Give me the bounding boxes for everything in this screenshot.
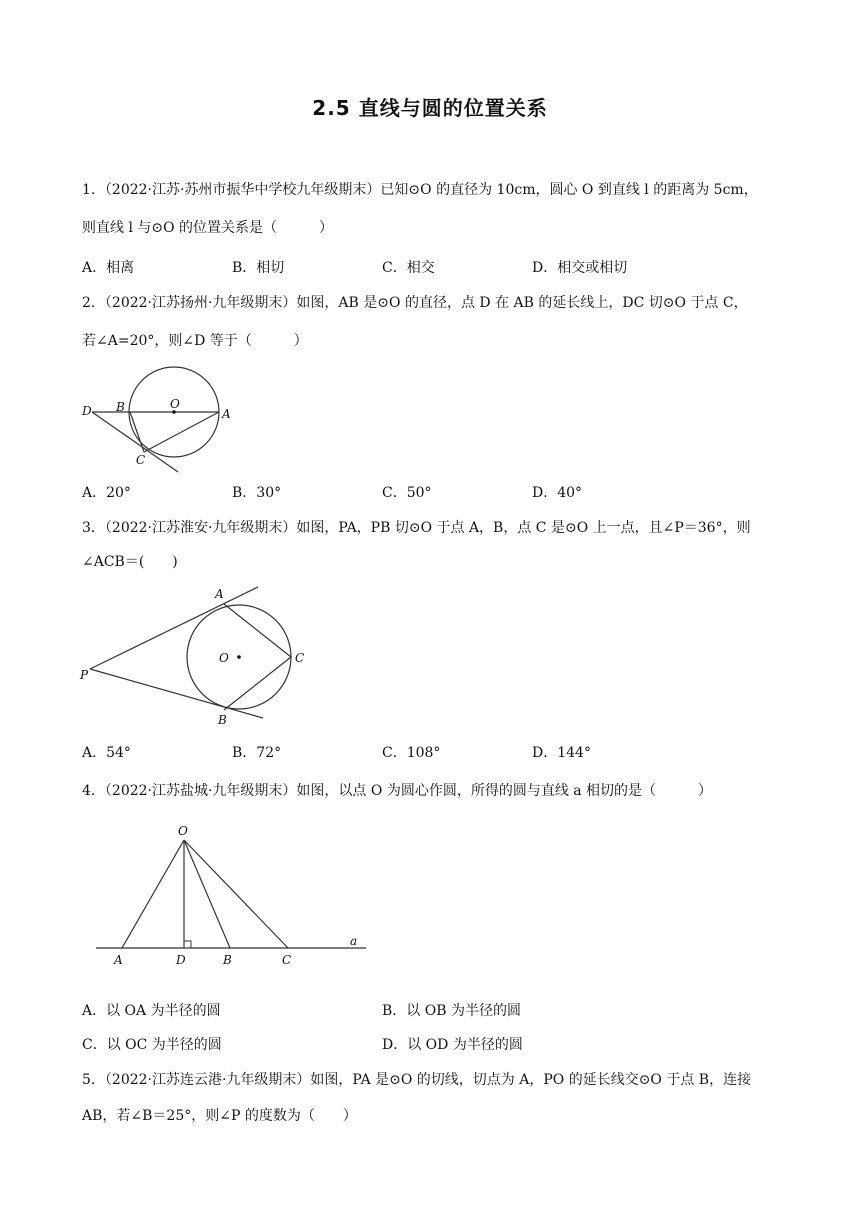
question-1-option-a: A．相离: [82, 260, 135, 276]
question-2-option-c: C．50°: [382, 485, 432, 501]
question-2-text-line-1: 2．（2022·江苏扬州·九年级期末）如图，AB 是⊙O 的直径，点 D 在 AB 的延长线上，DC 切⊙O 于点 C，: [82, 295, 748, 311]
question-3-option-a: A．54°: [82, 745, 131, 761]
question-3-option-d: D．144°: [532, 745, 591, 761]
question-4-text-line-1: 4．（2022·江苏盐城·九年级期末）如图，以点 O 为圆心作圆，所得的圆与直线 a 相切的是（ ）: [82, 783, 713, 799]
question-4-label-b: B: [223, 953, 232, 967]
question-5-text-line-2: AB，若∠B＝25°，则∠P 的度数为（ ）: [82, 1108, 357, 1124]
question-3-label-p: P: [80, 668, 89, 682]
question-1-option-b: B．相切: [232, 260, 285, 276]
question-4-figure: [90, 818, 370, 970]
page-title: 2.5 直线与圆的位置关系: [312, 96, 548, 120]
question-2-figure: [78, 360, 238, 480]
question-3-option-b: B．72°: [232, 745, 282, 761]
question-3-text-line-1: 3．（2022·江苏淮安·九年级期末）如图，PA，PB 切⊙O 于点 A，B，点 C 是⊙O 上一点，且∠P＝36°，则: [82, 520, 751, 536]
question-4-option-d: D．以 OD 为半径的圆: [382, 1037, 523, 1053]
question-4-label-o: O: [178, 824, 188, 838]
question-4-option-b: B．以 OB 为半径的圆: [382, 1003, 521, 1019]
question-2-option-b: B．30°: [232, 485, 282, 501]
question-4-option-c: C．以 OC 为半径的圆: [82, 1037, 222, 1053]
question-4-label-a-line: a: [350, 934, 358, 948]
question-4-label-c: C: [282, 953, 292, 967]
question-2-label-d: D: [82, 404, 92, 418]
question-2-label-c: C: [136, 453, 146, 467]
question-3-label-o: O: [219, 651, 229, 665]
question-2-label-a: A: [222, 407, 231, 421]
question-4-option-a: A．以 OA 为半径的圆: [82, 1003, 221, 1019]
question-1-text-line-1: 1．（2022·江苏·苏州市振华中学校九年级期末）已知⊙O 的直径为 10cm，圆心 O 到直线 l 的距离为 5cm，: [82, 182, 758, 198]
question-3-option-c: C．108°: [382, 745, 441, 761]
question-3-figure: [76, 582, 305, 732]
question-3-label-a: A: [215, 587, 224, 601]
question-2-option-d: D．40°: [532, 485, 583, 501]
question-3-text-line-2: ∠ACB＝( ): [82, 554, 178, 570]
question-2-option-a: A．20°: [82, 485, 131, 501]
question-5-text-line-1: 5．（2022·江苏连云港·九年级期末）如图，PA 是⊙O 的切线，切点为 A，PO 的延长线交⊙O 于点 B，连接: [82, 1072, 752, 1088]
question-3-label-b: B: [218, 713, 227, 727]
question-1-option-d: D．相交或相切: [532, 260, 628, 276]
question-2-label-o: O: [170, 397, 180, 411]
question-1-text-line-2: 则直线 l 与⊙O 的位置关系是（ ）: [82, 220, 334, 236]
question-2-text-line-2: 若∠A=20°，则∠D 等于（ ）: [82, 333, 308, 349]
question-4-label-a: A: [114, 953, 123, 967]
question-3-label-c: C: [295, 651, 305, 665]
question-4-label-d: D: [176, 953, 186, 967]
question-2-label-b: B: [116, 400, 125, 414]
question-1-option-c: C．相交: [382, 260, 435, 276]
